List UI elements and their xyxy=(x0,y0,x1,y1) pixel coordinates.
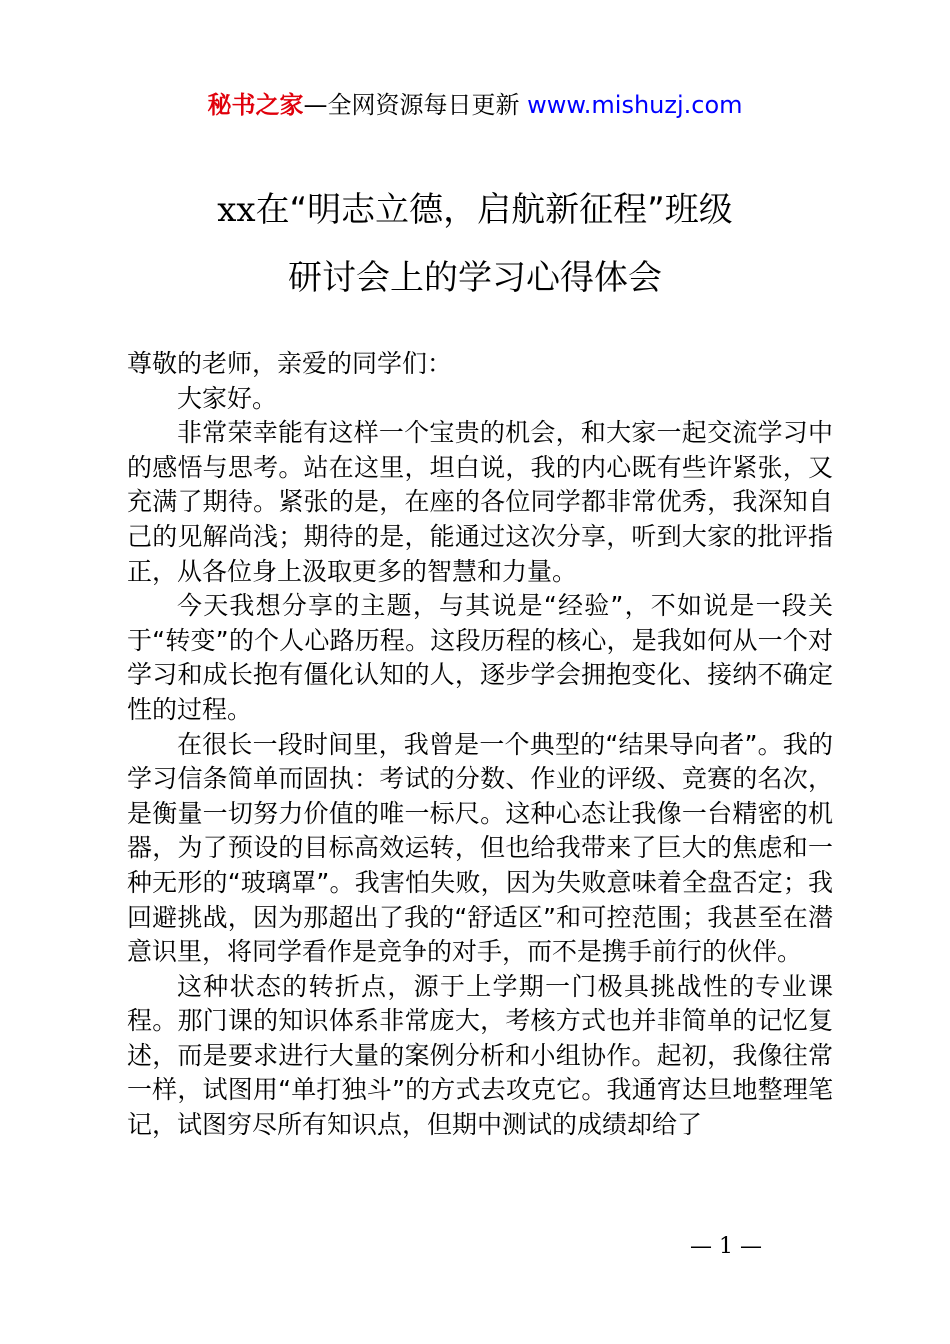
site-brand: 秘书之家 xyxy=(207,91,304,119)
body-paragraph: 今天我想分享的主题，与其说是“经验”，不如说是一段关于“转变”的个人心路历程。这段历程的核心，是我如何从一个对学习和成长抱有僵化认知的人，逐步学会拥抱变化、接纳不确定性的过程。 xyxy=(127,591,833,724)
site-url-link[interactable]: www.mishuzj.com xyxy=(527,91,743,119)
site-tagline: —全网资源每日更新 xyxy=(303,91,528,119)
title-line-1-text: 在“明志立德，启航新征程”班级 xyxy=(255,190,733,230)
site-header xyxy=(0,88,950,122)
greeting: 大家好。 xyxy=(177,383,278,413)
salutation: 尊敬的老师，亲爱的同学们： xyxy=(127,349,453,378)
body-paragraph: 非常荣幸能有这样一个宝贵的机会，和大家一起交流学习中的感悟与思考。站在这里，坦白说，我的内心既有些许紧张，又充满了期待。紧张的是，在座的各位同学都非常优秀，我深知自己的见解尚浅；期待的是，能通过这次分享，听到大家的批评指正，从各位身上汲取更多的智慧和力量。 xyxy=(127,418,833,586)
document-body xyxy=(127,347,833,1143)
title-prefix: xx xyxy=(217,190,256,230)
body-paragraph: 在很长一段时间里，我曾是一个典型的“结果导向者”。我的学习信条简单而固执：考试的分数、作业的评级、竞赛的名次，是衡量一切努力价值的唯一标尺。这种心态让我像一台精密的机器，为了预设的目标高效运转，但也给我带来了巨大的焦虑和一种无形的“玻璃罩”。我害怕失败，因为失败意味着全盘否定；我回避挑战，因为那超出了我的“舒适区”和可控范围；我甚至在潜意识里，将同学看作是竞争的对手，而不是携手前行的伙伴。 xyxy=(127,729,833,967)
document-title-line-1 xyxy=(0,188,950,232)
body-paragraph: 这种状态的转折点，源于上学期一门极具挑战性的专业课程。那门课的知识体系非常庞大，考核方式也并非简单的记忆复述，而是要求进行大量的案例分析和小组协作。起初，我像往常一样，试图用“单打独斗”的方式去攻克它。我通宵达旦地整理笔记，试图穷尽所有知识点，但期中测试的成绩却给了 xyxy=(127,971,833,1140)
document-title-line-2: 研讨会上的学习心得体会 xyxy=(288,258,662,298)
page-number: — 1 — xyxy=(690,1234,762,1259)
